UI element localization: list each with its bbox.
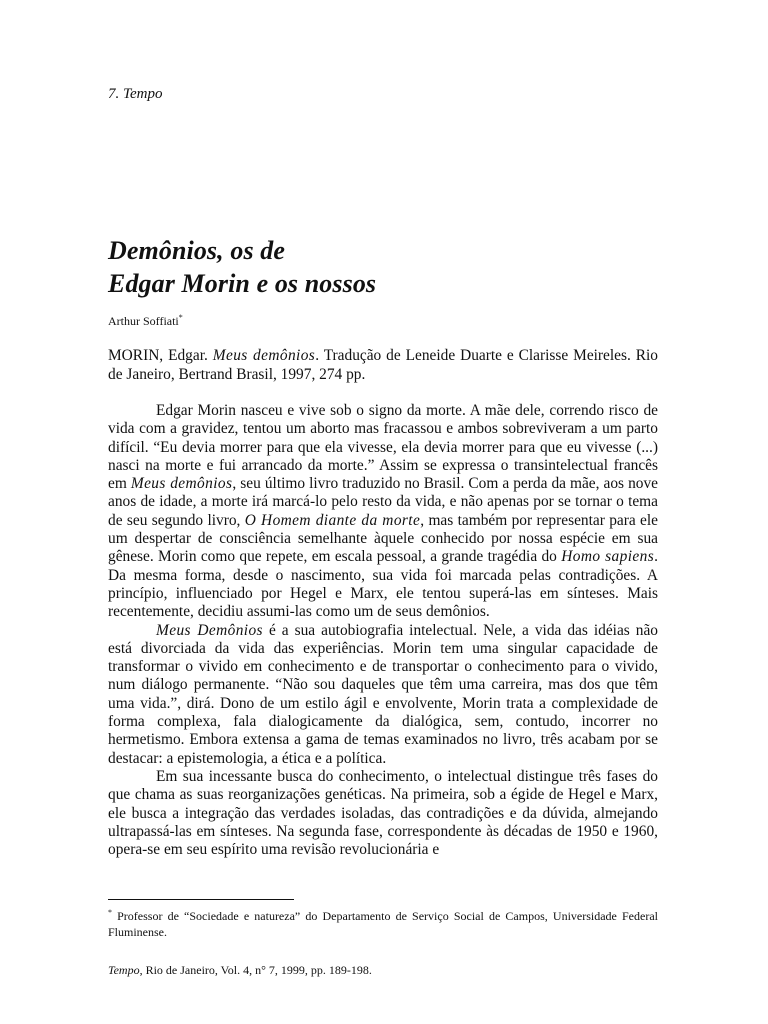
p2-italic-1: Meus Demônios <box>156 621 263 639</box>
p1-italic-3: Homo sapiens <box>561 548 655 566</box>
p1-italic-2: O Homem diante da morte <box>244 511 421 529</box>
article-body <box>108 402 658 859</box>
p1-italic-1: Meus demônios <box>130 475 233 493</box>
title-line-2: Edgar Morin e os nossos <box>108 269 377 298</box>
journal-citation <box>108 963 372 978</box>
footnote-divider <box>108 899 294 900</box>
author-line <box>108 313 183 329</box>
footnote-text: Professor de “Sociedade e natureza” do Departamento de Serviço Social de Campos, Universidade Federal Fluminense. <box>108 909 658 939</box>
author-name: Arthur Soffiati <box>108 314 179 328</box>
reference-book-title: Meus demônios <box>212 347 316 364</box>
p1-text-2: , seu último livro traduzido no Brasil. Com a perda da mãe, aos nove anos de idade, a morte irá marcá-lo pelo resto da vida, e não apenas por se tornar o tema de seu segundo livro, <box>108 475 658 529</box>
p3-text-1: Em sua incessante busca do conhecimento, o intelectual distingue três fases do que chama as suas reorganizações genéticas. Na primeira, sob a égide de Hegel e Marx, ele busca a integração das verdades isoladas, das contradições e da dúvida, almejando ultrapassá-las em sínteses. Na segunda fase, correspondente às décadas de 1950 e 1960, opera-se em seu espírito uma revisão revolucionária e <box>108 767 658 859</box>
reference-author: MORIN, Edgar. <box>108 347 213 364</box>
p1-text-3: , mas também por representar para ele um despertar de consciência semelhante àquele conhecido por nossa espécie em sua gênese. Morin como que repete, em escala pessoal, a grande tragédia do <box>108 511 658 566</box>
paragraph-3 <box>108 768 658 859</box>
author-footnote-mark: * <box>178 313 183 322</box>
section-label: 7. Tempo <box>108 86 163 102</box>
p1-text-1: Edgar Morin nasceu e vive sob o signo da morte. A mãe dele, correndo risco de vida com a gravidez, tentou um aborto mas fracassou e ambos sobreviveram a um parto difícil. “Eu devia morrer para que ela vivesse, ela devia morrer para que eu vivesse (...) nasci na morte e fui arrancado da morte.” Assim se expressa o transintelectual francês em <box>108 402 658 493</box>
footnote-mark: * <box>108 908 112 917</box>
article-title <box>108 234 376 300</box>
book-reference <box>108 346 658 384</box>
paragraph-2 <box>108 622 658 768</box>
p2-text-1: é a sua autobiografia intelectual. Nele, a vida das idéias não está divorciada da vida das experiências. Morin tem uma singular capacidade de transformar o vivido em conhecimento e de transportar o conhecimento para o vivido, num diálogo permanente. “Não sou daqueles que têm uma carreira, mas dos que têm uma vida.”, dirá. Dono de um estilo ágil e envolvente, Morin trata a complexidade de forma complexa, fala dialogicamente da dialógica, sem, contudo, incorrer no hermetismo. Embora extensa a gama de temas examinados no livro, três acabam por se destacar: a epistemologia, a ética e a política. <box>108 621 659 767</box>
footnote <box>108 905 658 940</box>
journal-name: Tempo <box>108 963 140 977</box>
title-line-1: Demônios, os de <box>108 236 285 265</box>
paragraph-1 <box>108 402 658 622</box>
journal-details: , Rio de Janeiro, Vol. 4, n° 7, 1999, pp. 189-198. <box>139 963 372 977</box>
p1-text-4: . Da mesma forma, desde o nascimento, sua vida foi marcada pelas contradições. A princípio, influenciado por Hegel e Marx, ele tentou superá-las em sínteses. Mais recentemente, decidiu assumi-las como um de seus demônios. <box>108 548 658 621</box>
reference-details: . Tradução de Leneide Duarte e Clarisse Meireles. Rio de Janeiro, Bertrand Brasil, 1997, 274 pp. <box>108 347 658 383</box>
